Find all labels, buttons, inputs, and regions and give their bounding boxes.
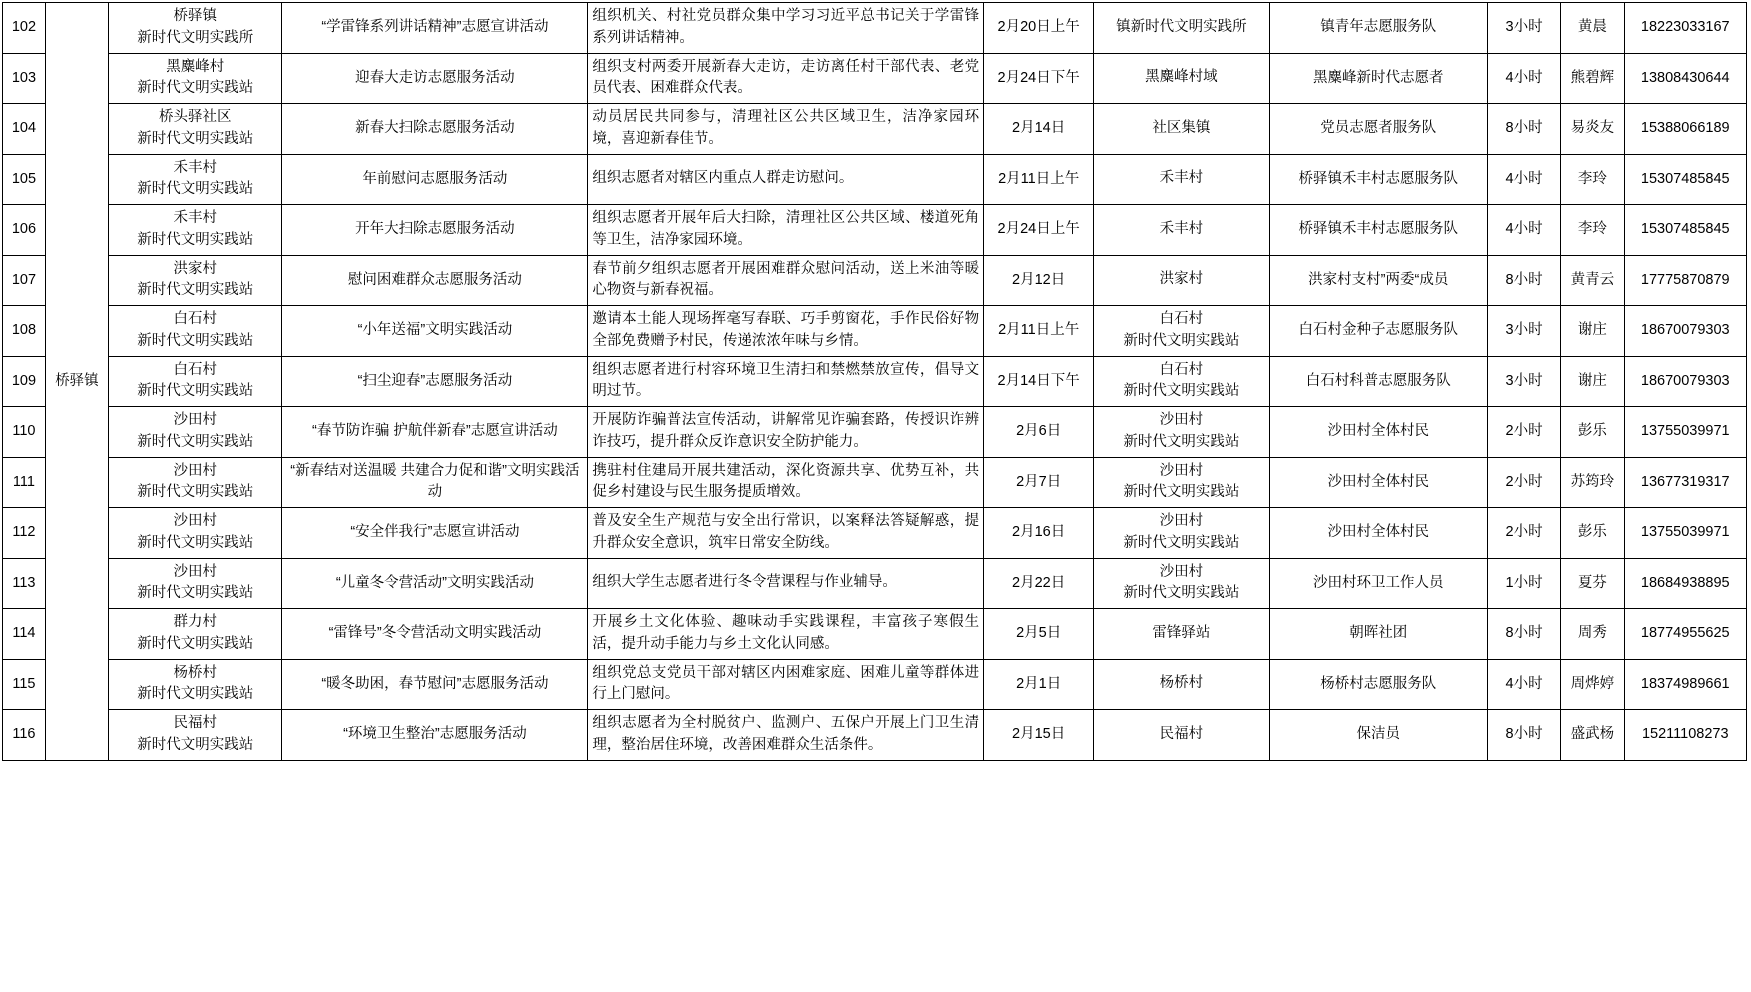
table-row xyxy=(3,154,1747,205)
activity-desc xyxy=(588,205,984,256)
duration: 1小时 xyxy=(1487,558,1560,609)
place-line-1: 雷锋驿站 xyxy=(1152,624,1211,641)
activity-place xyxy=(1094,3,1269,54)
activity-desc-text: 开展乡土文化体验、趣味动手实践课程，丰富孩子寒假生活，提升动手能力与乡土文化认同感。 xyxy=(592,614,980,652)
contact-person: 李玲 xyxy=(1561,154,1624,205)
activity-time: 2月14日下午 xyxy=(984,356,1094,407)
station-line-1: 禾丰村 xyxy=(173,210,217,226)
activity-time: 2月12日 xyxy=(984,255,1094,306)
activity-place xyxy=(1094,53,1269,104)
station-line-2: 新时代文明实践站 xyxy=(137,181,254,198)
practice-station-cell xyxy=(109,306,282,357)
place-line-2: 新时代文明实践站 xyxy=(1123,433,1240,450)
station-line-2: 新时代文明实践站 xyxy=(137,130,254,147)
service-team: 朝晖社团 xyxy=(1269,609,1487,660)
row-number: 115 xyxy=(3,659,46,710)
activity-desc xyxy=(588,659,984,710)
activity-time: 2月20日上午 xyxy=(984,3,1094,54)
station-line-2: 新时代文明实践站 xyxy=(137,534,254,551)
activity-time: 2月22日 xyxy=(984,558,1094,609)
service-team: 桥驿镇禾丰村志愿服务队 xyxy=(1269,154,1487,205)
activity-time: 2月7日 xyxy=(984,457,1094,508)
practice-station-cell xyxy=(109,255,282,306)
duration: 8小时 xyxy=(1487,710,1560,761)
place-line-1: 沙田村 xyxy=(1159,412,1204,428)
activity-desc xyxy=(588,508,984,559)
service-team: 洪家村支村”两委“成员 xyxy=(1269,255,1487,306)
activity-desc xyxy=(588,104,984,155)
duration: 8小时 xyxy=(1487,609,1560,660)
station-line-2: 新时代文明实践站 xyxy=(137,332,254,349)
row-number: 108 xyxy=(3,306,46,357)
contact-person: 彭乐 xyxy=(1561,508,1624,559)
contact-person: 盛武杨 xyxy=(1561,710,1624,761)
duration: 4小时 xyxy=(1487,154,1560,205)
activity-desc-text: 组织大学生志愿者进行冬令营课程与作业辅导。 xyxy=(592,574,897,591)
activity-desc-text: 组织志愿者为全村脱贫户、监测户、五保户开展上门卫生清理，整治居住环境，改善困难群众生活条件。 xyxy=(592,715,980,753)
activity-desc-text: 春节前夕组织志愿者开展困难群众慰问活动，送上米油等暖心物资与新春祝福。 xyxy=(592,260,980,299)
contact-person: 谢庄 xyxy=(1561,306,1624,357)
table-row xyxy=(3,609,1747,660)
activity-time: 2月16日 xyxy=(984,508,1094,559)
service-team: 杨桥村志愿服务队 xyxy=(1269,659,1487,710)
service-team: 镇青年志愿服务队 xyxy=(1269,3,1487,54)
contact-phone: 18670079303 xyxy=(1624,306,1746,357)
activity-time: 2月24日下午 xyxy=(984,53,1094,104)
station-line-2: 新时代文明实践所 xyxy=(137,29,254,46)
row-number: 114 xyxy=(3,609,46,660)
activity-desc xyxy=(588,154,984,205)
activity-name: 迎春大走访志愿服务活动 xyxy=(282,53,588,104)
station-line-1: 群力村 xyxy=(173,614,217,630)
service-team: 桥驿镇禾丰村志愿服务队 xyxy=(1269,205,1487,256)
activity-time: 2月24日上午 xyxy=(984,205,1094,256)
service-team: 沙田村全体村民 xyxy=(1269,407,1487,458)
contact-phone: 13808430644 xyxy=(1624,53,1746,104)
service-team: 白石村金种子志愿服务队 xyxy=(1269,306,1487,357)
activity-place xyxy=(1094,356,1269,407)
row-number: 102 xyxy=(3,3,46,54)
station-line-2: 新时代文明实践站 xyxy=(137,585,254,602)
activity-name: “安全伴我行”志愿宣讲活动 xyxy=(282,508,588,559)
contact-phone: 15388066189 xyxy=(1624,104,1746,155)
practice-station-cell xyxy=(109,53,282,104)
activity-desc xyxy=(588,558,984,609)
station-line-1: 白石村 xyxy=(173,361,217,378)
service-team: 白石村科普志愿服务队 xyxy=(1269,356,1487,407)
contact-person: 苏筠玲 xyxy=(1561,457,1624,508)
row-number: 112 xyxy=(3,508,46,559)
activity-place xyxy=(1094,255,1269,306)
station-line-1: 白石村 xyxy=(173,311,217,327)
activity-place xyxy=(1094,154,1269,205)
activity-place xyxy=(1094,407,1269,458)
place-line-1: 沙田村 xyxy=(1159,513,1204,529)
place-line-2: 新时代文明实践站 xyxy=(1123,332,1240,349)
activity-desc xyxy=(588,407,984,458)
practice-station-cell xyxy=(109,508,282,559)
activity-place xyxy=(1094,659,1269,710)
table-row xyxy=(3,3,1747,54)
table-row xyxy=(3,104,1747,155)
activity-place xyxy=(1094,457,1269,508)
place-line-1: 民福村 xyxy=(1159,725,1204,742)
service-team: 黑麋峰新时代志愿者 xyxy=(1269,53,1487,104)
place-line-1: 白石村 xyxy=(1159,361,1204,378)
contact-phone: 18374989661 xyxy=(1624,659,1746,710)
place-line-2: 新时代文明实践站 xyxy=(1123,383,1240,400)
station-line-1: 洪家村 xyxy=(173,260,217,277)
row-number: 111 xyxy=(3,457,46,508)
activity-place xyxy=(1094,710,1269,761)
activity-time: 2月11日上午 xyxy=(984,154,1094,205)
activity-table xyxy=(2,2,1747,761)
service-team: 保洁员 xyxy=(1269,710,1487,761)
duration: 3小时 xyxy=(1487,306,1560,357)
activity-desc xyxy=(588,710,984,761)
activity-time: 2月14日 xyxy=(984,104,1094,155)
contact-phone: 18774955625 xyxy=(1624,609,1746,660)
place-line-1: 沙田村 xyxy=(1159,563,1204,580)
activity-name: 开年大扫除志愿服务活动 xyxy=(282,205,588,256)
row-number: 110 xyxy=(3,407,46,458)
station-line-2: 新时代文明实践站 xyxy=(137,433,254,450)
station-line-1: 沙田村 xyxy=(173,513,217,529)
activity-desc-text: 组织志愿者进行村容环境卫生清扫和禁燃禁放宣传，倡导文明过节。 xyxy=(592,361,980,400)
place-line-1: 洪家村 xyxy=(1159,271,1204,288)
contact-person: 周烨婷 xyxy=(1561,659,1624,710)
activity-time: 2月11日上午 xyxy=(984,306,1094,357)
town-cell: 桥驿镇 xyxy=(45,3,108,761)
row-number: 116 xyxy=(3,710,46,761)
place-line-1: 沙田村 xyxy=(1159,462,1204,479)
activity-name: 新春大扫除志愿服务活动 xyxy=(282,104,588,155)
station-line-1: 民福村 xyxy=(173,715,217,731)
activity-desc-text: 组织志愿者对辖区内重点人群走访慰问。 xyxy=(592,170,854,187)
place-line-1: 镇新时代文明实践所 xyxy=(1116,18,1247,35)
table-row xyxy=(3,53,1747,104)
duration: 3小时 xyxy=(1487,3,1560,54)
place-line-1: 黑麋峰村域 xyxy=(1145,69,1218,86)
contact-phone: 13755039971 xyxy=(1624,407,1746,458)
table-body xyxy=(3,3,1747,761)
practice-station-cell xyxy=(109,356,282,407)
contact-person: 谢庄 xyxy=(1561,356,1624,407)
place-line-2: 新时代文明实践站 xyxy=(1123,585,1240,602)
practice-station-cell xyxy=(109,609,282,660)
service-team: 沙田村环卫工作人员 xyxy=(1269,558,1487,609)
service-team: 沙田村全体村民 xyxy=(1269,457,1487,508)
activity-name: “新春结对送温暖 共建合力促和谐”文明实践活动 xyxy=(282,457,588,508)
row-number: 105 xyxy=(3,154,46,205)
practice-station-cell xyxy=(109,205,282,256)
contact-person: 李玲 xyxy=(1561,205,1624,256)
activity-name: “环境卫生整治”志愿服务活动 xyxy=(282,710,588,761)
table-row xyxy=(3,508,1747,559)
activity-desc-text: 邀请本土能人现场挥毫写春联、巧手剪窗花，手作民俗好物全部免费赠予村民，传递浓浓年味与乡情。 xyxy=(592,311,980,349)
place-line-1: 禾丰村 xyxy=(1159,170,1204,187)
duration: 8小时 xyxy=(1487,104,1560,155)
station-line-1: 黑麋峰村 xyxy=(166,58,225,75)
station-line-1: 沙田村 xyxy=(173,412,217,428)
activity-desc xyxy=(588,457,984,508)
contact-person: 夏芬 xyxy=(1561,558,1624,609)
table-row xyxy=(3,255,1747,306)
row-number: 113 xyxy=(3,558,46,609)
activity-desc xyxy=(588,53,984,104)
activity-name: “扫尘迎春”志愿服务活动 xyxy=(282,356,588,407)
activity-desc xyxy=(588,3,984,54)
station-line-1: 桥头驿社区 xyxy=(158,109,232,125)
activity-place xyxy=(1094,558,1269,609)
place-line-1: 社区集镇 xyxy=(1152,119,1211,136)
activity-desc xyxy=(588,306,984,357)
station-line-2: 新时代文明实践站 xyxy=(137,282,254,299)
place-line-1: 禾丰村 xyxy=(1159,220,1204,237)
activity-name: “儿童冬令营活动”文明实践活动 xyxy=(282,558,588,609)
practice-station-cell xyxy=(109,104,282,155)
activity-name: “雷锋号”冬令营活动文明实践活动 xyxy=(282,609,588,660)
contact-phone: 13755039971 xyxy=(1624,508,1746,559)
practice-station-cell xyxy=(109,659,282,710)
row-number: 109 xyxy=(3,356,46,407)
table-row xyxy=(3,205,1747,256)
station-line-1: 禾丰村 xyxy=(173,159,217,176)
station-line-1: 沙田村 xyxy=(173,462,217,479)
duration: 4小时 xyxy=(1487,659,1560,710)
activity-time: 2月5日 xyxy=(984,609,1094,660)
station-line-1: 桥驿镇 xyxy=(173,8,217,24)
activity-name: “小年送福”文明实践活动 xyxy=(282,306,588,357)
activity-place xyxy=(1094,508,1269,559)
activity-name: “春节防诈骗 护航伴新春”志愿宣讲活动 xyxy=(282,407,588,458)
table-row xyxy=(3,558,1747,609)
activity-desc-text: 组织志愿者开展年后大扫除，清理社区公共区域、楼道死角等卫生，洁净家园环境。 xyxy=(592,210,980,248)
station-line-2: 新时代文明实践站 xyxy=(137,80,254,97)
contact-person: 彭乐 xyxy=(1561,407,1624,458)
activity-desc-text: 动员居民共同参与，清理社区公共区域卫生，洁净家园环境，喜迎新春佳节。 xyxy=(592,109,980,147)
activity-time: 2月6日 xyxy=(984,407,1094,458)
activity-desc-text: 组织支村两委开展新春大走访，走访离任村干部代表、老党员代表、困难群众代表。 xyxy=(592,58,980,97)
contact-phone: 18684938895 xyxy=(1624,558,1746,609)
practice-station-cell xyxy=(109,710,282,761)
duration: 2小时 xyxy=(1487,508,1560,559)
duration: 3小时 xyxy=(1487,356,1560,407)
activity-time: 2月1日 xyxy=(984,659,1094,710)
duration: 2小时 xyxy=(1487,407,1560,458)
station-line-2: 新时代文明实践站 xyxy=(137,231,254,248)
service-team: 沙田村全体村民 xyxy=(1269,508,1487,559)
service-team: 党员志愿者服务队 xyxy=(1269,104,1487,155)
duration: 4小时 xyxy=(1487,53,1560,104)
station-line-2: 新时代文明实践站 xyxy=(137,686,254,703)
row-number: 103 xyxy=(3,53,46,104)
contact-phone: 15307485845 xyxy=(1624,154,1746,205)
practice-station-cell xyxy=(109,3,282,54)
practice-station-cell xyxy=(109,558,282,609)
place-line-1: 杨桥村 xyxy=(1159,675,1204,692)
place-line-1: 白石村 xyxy=(1159,311,1204,327)
activity-desc xyxy=(588,609,984,660)
station-line-1: 沙田村 xyxy=(173,563,217,580)
contact-person: 黄晨 xyxy=(1561,3,1624,54)
contact-person: 黄青云 xyxy=(1561,255,1624,306)
contact-person: 熊碧辉 xyxy=(1561,53,1624,104)
station-line-2: 新时代文明实践站 xyxy=(137,736,254,753)
activity-name: “学雷锋系列讲话精神”志愿宣讲活动 xyxy=(282,3,588,54)
duration: 2小时 xyxy=(1487,457,1560,508)
table-row xyxy=(3,457,1747,508)
table-row xyxy=(3,306,1747,357)
contact-phone: 18670079303 xyxy=(1624,356,1746,407)
activity-desc-text: 组织党总支党员干部对辖区内困难家庭、困难儿童等群体进行上门慰问。 xyxy=(592,664,980,703)
practice-station-cell xyxy=(109,457,282,508)
practice-station-cell xyxy=(109,407,282,458)
contact-phone: 15211108273 xyxy=(1624,710,1746,761)
activity-place xyxy=(1094,205,1269,256)
place-line-2: 新时代文明实践站 xyxy=(1123,534,1240,551)
contact-phone: 18223033167 xyxy=(1624,3,1746,54)
station-line-1: 杨桥村 xyxy=(173,664,217,681)
activity-name: 年前慰问志愿服务活动 xyxy=(282,154,588,205)
contact-person: 周秀 xyxy=(1561,609,1624,660)
duration: 4小时 xyxy=(1487,205,1560,256)
place-line-2: 新时代文明实践站 xyxy=(1123,484,1240,501)
activity-desc xyxy=(588,356,984,407)
station-line-2: 新时代文明实践站 xyxy=(137,484,254,501)
activity-name: 慰问困难群众志愿服务活动 xyxy=(282,255,588,306)
activity-desc-text: 组织机关、村社党员群众集中学习习近平总书记关于学雷锋系列讲话精神。 xyxy=(592,8,980,46)
table-row xyxy=(3,710,1747,761)
table-row xyxy=(3,407,1747,458)
table-row xyxy=(3,356,1747,407)
table-row xyxy=(3,659,1747,710)
activity-desc-text: 开展防诈骗普法宣传活动，讲解常见诈骗套路，传授识诈辨诈技巧，提升群众反诈意识安全防护能力。 xyxy=(592,412,980,450)
contact-person: 易炎友 xyxy=(1561,104,1624,155)
row-number: 107 xyxy=(3,255,46,306)
activity-desc-text: 普及安全生产规范与安全出行常识，以案释法答疑解惑，提升群众安全意识，筑牢日常安全防线。 xyxy=(592,513,980,551)
contact-phone: 17775870879 xyxy=(1624,255,1746,306)
activity-desc-text: 携驻村住建局开展共建活动，深化资源共享、优势互补，共促乡村建设与民生服务提质增效。 xyxy=(592,462,980,501)
activity-name: “暖冬助困，春节慰问”志愿服务活动 xyxy=(282,659,588,710)
duration: 8小时 xyxy=(1487,255,1560,306)
practice-station-cell xyxy=(109,154,282,205)
row-number: 104 xyxy=(3,104,46,155)
activity-place xyxy=(1094,104,1269,155)
activity-desc xyxy=(588,255,984,306)
activity-place xyxy=(1094,609,1269,660)
activity-time: 2月15日 xyxy=(984,710,1094,761)
contact-phone: 13677319317 xyxy=(1624,457,1746,508)
row-number: 106 xyxy=(3,205,46,256)
contact-phone: 15307485845 xyxy=(1624,205,1746,256)
station-line-2: 新时代文明实践站 xyxy=(137,635,254,652)
station-line-2: 新时代文明实践站 xyxy=(137,383,254,400)
activity-place xyxy=(1094,306,1269,357)
